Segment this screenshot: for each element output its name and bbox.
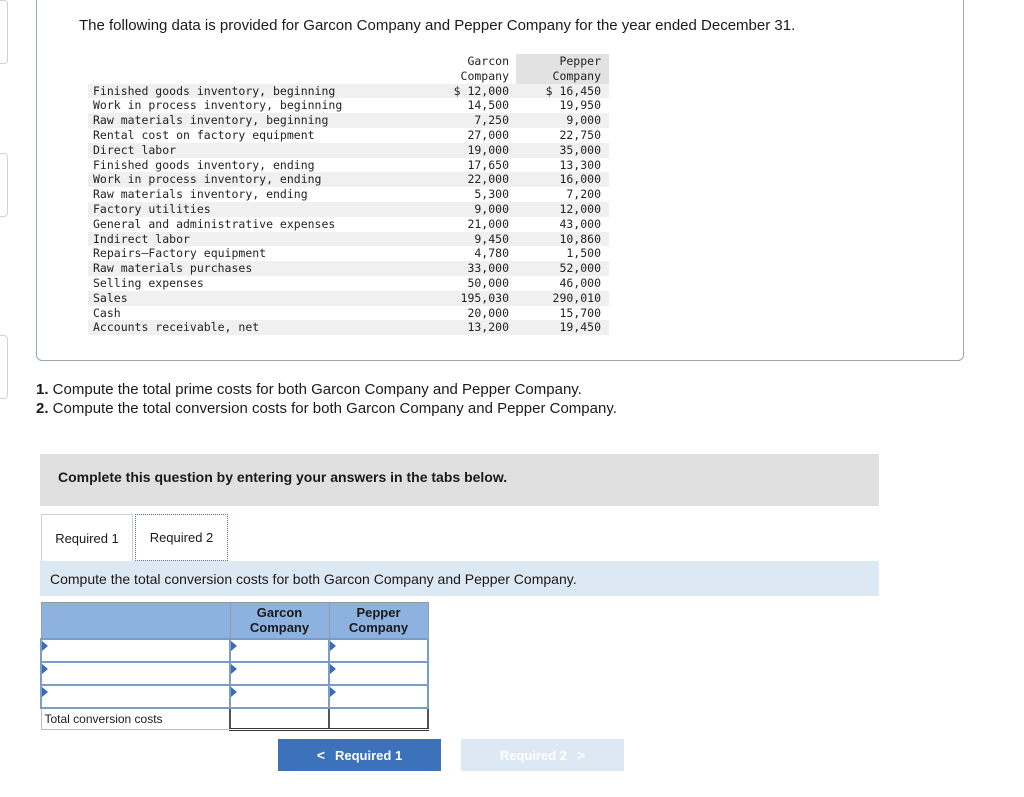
dropdown-marker-icon — [231, 687, 237, 697]
row-label: Indirect labor — [88, 232, 418, 247]
pepper-value: 15,700 — [516, 306, 609, 321]
chevron-right-icon: > — [577, 747, 586, 763]
row-label: Finished goods inventory, beginning — [88, 84, 418, 99]
row-label: Raw materials purchases — [88, 261, 418, 276]
next-button-label: Required 2 — [499, 747, 567, 763]
dropdown-marker-icon — [42, 687, 48, 697]
questions — [36, 380, 617, 418]
pepper-value: 290,010 — [516, 291, 609, 306]
side-tab — [0, 335, 8, 399]
chevron-left-icon: < — [316, 747, 325, 763]
row-label: General and administrative expenses — [88, 217, 418, 232]
data-row — [88, 246, 609, 261]
row-label: Raw materials inventory, beginning — [88, 113, 418, 128]
row-label: Repairs—Factory equipment — [88, 246, 418, 261]
pepper-value: 19,950 — [516, 98, 609, 113]
pepper-value: 46,000 — [516, 276, 609, 291]
row-label: Rental cost on factory equipment — [88, 128, 418, 143]
data-row — [88, 261, 609, 276]
pepper-value: 43,000 — [516, 217, 609, 232]
next-required-button[interactable] — [461, 739, 624, 771]
cost-label-input[interactable] — [41, 639, 230, 662]
garcon-header-line2: Company — [418, 69, 516, 84]
data-row — [88, 320, 609, 335]
data-row — [88, 276, 609, 291]
row-label: Accounts receivable, net — [88, 320, 418, 335]
data-row — [88, 187, 609, 202]
garcon-value: 20,000 — [418, 306, 516, 321]
prompt-text: Compute the total conversion costs for both Garcon Company and Pepper Company. — [40, 561, 879, 596]
garcon-value: 50,000 — [418, 276, 516, 291]
row-label: Work in process inventory, ending — [88, 172, 418, 187]
pepper-value: 10,860 — [516, 232, 609, 247]
total-row — [41, 708, 428, 730]
answer-table — [40, 602, 429, 731]
garcon-value: 9,000 — [418, 202, 516, 217]
data-row — [88, 128, 609, 143]
pepper-amount-input[interactable] — [329, 685, 428, 708]
garcon-amount-input[interactable] — [230, 662, 329, 685]
side-tab — [0, 0, 8, 64]
pepper-total-input[interactable] — [329, 708, 428, 730]
data-row — [88, 158, 609, 173]
question-2: 2. Compute the total conversion costs for both Garcon Company and Pepper Company. — [36, 400, 617, 417]
garcon-value: 19,000 — [418, 143, 516, 158]
data-row — [88, 143, 609, 158]
garcon-header-line1: Garcon — [418, 54, 516, 69]
question-1: 1. Compute the total prime costs for both Garcon Company and Pepper Company. — [36, 381, 582, 398]
data-table — [88, 54, 609, 335]
garcon-amount-input[interactable] — [230, 639, 329, 662]
answer-row — [41, 685, 428, 708]
data-row — [88, 202, 609, 217]
garcon-value: 9,450 — [418, 232, 516, 247]
row-label: Raw materials inventory, ending — [88, 187, 418, 202]
instruction-banner: Complete this question by entering your answers in the tabs below. — [40, 454, 879, 506]
side-tab — [0, 153, 8, 217]
pepper-value: 19,450 — [516, 320, 609, 335]
dropdown-marker-icon — [231, 664, 237, 674]
dropdown-marker-icon — [330, 641, 336, 651]
data-row — [88, 113, 609, 128]
garcon-value: 14,500 — [418, 98, 516, 113]
pepper-header-line2: Company — [516, 69, 609, 84]
row-label: Work in process inventory, beginning — [88, 98, 418, 113]
pepper-value: 9,000 — [516, 113, 609, 128]
pepper-amount-input[interactable] — [329, 639, 428, 662]
row-label: Cash — [88, 306, 418, 321]
garcon-amount-input[interactable] — [230, 685, 329, 708]
garcon-value: 5,300 — [418, 187, 516, 202]
pepper-value: 7,200 — [516, 187, 609, 202]
data-row — [88, 291, 609, 306]
tab-required-1[interactable]: Required 1 — [41, 514, 133, 561]
row-label: Finished goods inventory, ending — [88, 158, 418, 173]
pepper-header-line1: Pepper — [516, 54, 609, 69]
data-row — [88, 172, 609, 187]
data-row — [88, 306, 609, 321]
pepper-value: $ 16,450 — [516, 84, 609, 99]
prev-required-button[interactable] — [278, 739, 441, 771]
answer-header-garcon: Garcon Company — [230, 603, 329, 639]
garcon-value: 195,030 — [418, 291, 516, 306]
garcon-value: 7,250 — [418, 113, 516, 128]
cost-label-input[interactable] — [41, 685, 230, 708]
pepper-value: 13,300 — [516, 158, 609, 173]
pepper-value: 1,500 — [516, 246, 609, 261]
garcon-value: 17,650 — [418, 158, 516, 173]
pepper-value: 52,000 — [516, 261, 609, 276]
dropdown-marker-icon — [42, 664, 48, 674]
garcon-value: 22,000 — [418, 172, 516, 187]
row-label: Factory utilities — [88, 202, 418, 217]
answer-row — [41, 662, 428, 685]
pepper-value: 35,000 — [516, 143, 609, 158]
garcon-value: 27,000 — [418, 128, 516, 143]
intro-text: The following data is provided for Garcon Company and Pepper Company for the year ended December 31. — [79, 17, 796, 34]
answer-header-pepper: Pepper Company — [329, 603, 428, 639]
dropdown-marker-icon — [42, 641, 48, 651]
data-row — [88, 84, 609, 99]
row-label: Sales — [88, 291, 418, 306]
pepper-value: 12,000 — [516, 202, 609, 217]
garcon-value: 4,780 — [418, 246, 516, 261]
total-conversion-costs-label: Total conversion costs — [41, 708, 230, 730]
row-label: Direct labor — [88, 143, 418, 158]
cost-label-input[interactable] — [41, 662, 230, 685]
garcon-value: $ 12,000 — [418, 84, 516, 99]
pepper-value: 16,000 — [516, 172, 609, 187]
pepper-amount-input[interactable] — [329, 662, 428, 685]
answer-row — [41, 639, 428, 662]
garcon-value: 21,000 — [418, 217, 516, 232]
data-row — [88, 232, 609, 247]
garcon-value: 13,200 — [418, 320, 516, 335]
prev-button-label: Required 1 — [335, 747, 403, 763]
data-row — [88, 98, 609, 113]
tab-required-2[interactable]: Required 2 — [135, 514, 228, 561]
dropdown-marker-icon — [231, 641, 237, 651]
dropdown-marker-icon — [330, 664, 336, 674]
row-label: Selling expenses — [88, 276, 418, 291]
garcon-total-input[interactable] — [230, 708, 329, 730]
garcon-value: 33,000 — [418, 261, 516, 276]
data-row — [88, 217, 609, 232]
dropdown-marker-icon — [330, 687, 336, 697]
pepper-value: 22,750 — [516, 128, 609, 143]
